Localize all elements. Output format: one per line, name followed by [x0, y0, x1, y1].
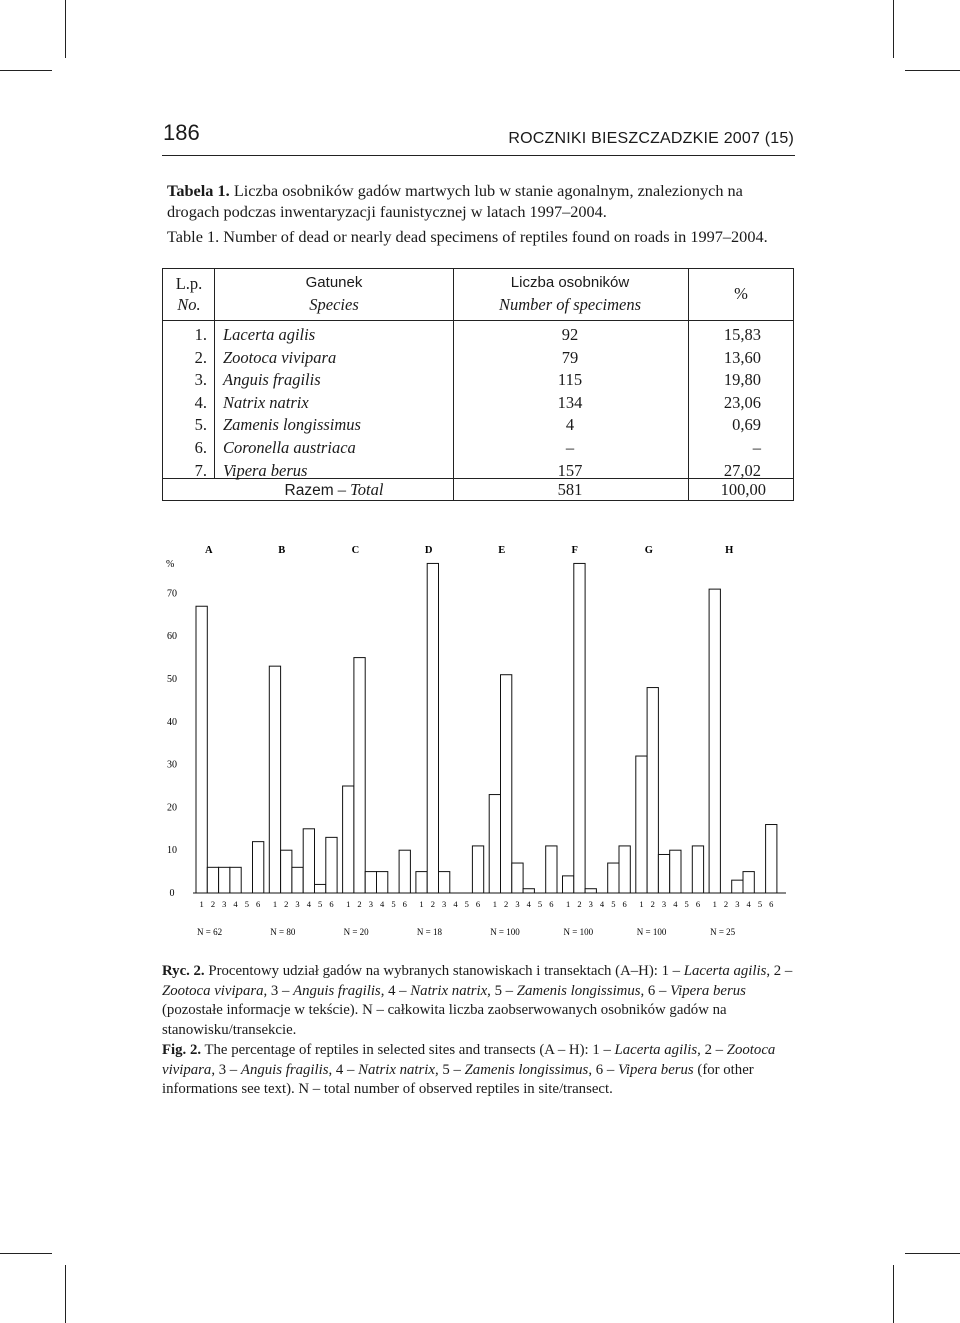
- n-label: N = 20: [343, 927, 369, 937]
- group-label: D: [424, 545, 433, 556]
- group-label: E: [498, 545, 506, 556]
- species-name: Anguis fragilis: [223, 370, 321, 390]
- x-tick-label: 5: [537, 899, 543, 909]
- group-label: C: [351, 545, 360, 556]
- bar: [574, 563, 585, 893]
- bar: [219, 867, 230, 893]
- bar: [207, 867, 218, 893]
- bar: [354, 658, 365, 893]
- bar: [692, 846, 703, 893]
- col-header-count: Liczba osobników: [510, 274, 630, 291]
- x-tick-label: 5: [391, 899, 396, 909]
- x-tick-label: 6: [695, 899, 701, 909]
- col-header-species: Gatunek: [305, 274, 363, 291]
- x-tick-label: 2: [577, 899, 582, 909]
- x-tick-label: 2: [284, 899, 289, 909]
- x-tick-label: 4: [599, 899, 605, 909]
- col-header-count-en: Number of specimens: [498, 295, 642, 314]
- specimen-pct: 19,80: [723, 370, 761, 390]
- n-label: N = 25: [710, 927, 736, 937]
- x-tick-label: 4: [453, 899, 458, 909]
- table-label-en: Table 1.: [167, 227, 220, 246]
- specimen-pct: 0,69: [732, 415, 761, 435]
- bar: [399, 850, 410, 893]
- bar: [585, 889, 596, 893]
- x-tick-label: 6: [329, 899, 334, 909]
- x-tick-label: 6: [549, 899, 554, 909]
- n-label: N = 100: [490, 927, 520, 937]
- species-name: Coronella austriaca: [223, 438, 356, 457]
- x-tick-label: 3: [295, 899, 300, 909]
- row-number: 1.: [194, 325, 207, 344]
- specimen-count: 157: [557, 460, 583, 480]
- x-tick-label: 5: [684, 899, 689, 909]
- x-tick-label: 4: [673, 899, 678, 909]
- x-tick-label: 5: [318, 899, 323, 909]
- x-tick-label: 5: [611, 899, 616, 909]
- table-label-pl: Tabela 1.: [167, 181, 230, 200]
- n-label: N = 62: [197, 927, 223, 937]
- x-tick-label: 4: [746, 899, 751, 909]
- y-tick-label: 40: [167, 716, 177, 728]
- x-tick-label: 1: [712, 899, 717, 909]
- bar: [636, 756, 647, 893]
- specimen-pct: 13,60: [723, 347, 761, 367]
- bar: [512, 863, 523, 893]
- bar: [343, 786, 354, 893]
- bar: [523, 889, 534, 893]
- n-label: N = 18: [416, 927, 442, 937]
- y-tick-label: 20: [167, 802, 177, 814]
- bar: [489, 795, 500, 893]
- bar: [472, 846, 483, 893]
- bar: [709, 589, 720, 893]
- col-header-species-en: Species: [309, 295, 359, 314]
- n-label: N = 100: [563, 927, 594, 937]
- x-tick-label: 2: [357, 899, 362, 909]
- row-number: 3.: [194, 370, 207, 390]
- bar: [303, 829, 314, 893]
- bar: [647, 688, 658, 893]
- bar: [619, 846, 630, 893]
- y-tick-label: 50: [167, 674, 177, 685]
- specimen-count: 115: [557, 370, 583, 390]
- bar: [608, 863, 619, 893]
- table-caption-pl-text: Liczba osobników gadów martwych lub w stanie agonalnym, znalezionych na drogach podczas inwentaryzacji faunistycznej w latach 1997–2004.: [167, 181, 743, 221]
- x-tick-label: 6: [402, 899, 407, 909]
- x-tick-label: 1: [272, 899, 278, 909]
- group-label: F: [571, 545, 578, 556]
- y-axis-label: %: [166, 559, 175, 570]
- x-tick-label: 3: [515, 899, 520, 909]
- crop-mark: [905, 1253, 960, 1254]
- specimen-pct: 15,83: [723, 325, 761, 344]
- species-name: Natrix natrix: [223, 392, 309, 412]
- total-pct: 100,00: [720, 480, 766, 499]
- bar: [326, 837, 337, 893]
- x-tick-label: 5: [757, 899, 763, 909]
- col-header-pct: %: [734, 284, 748, 303]
- figure-caption: [162, 962, 794, 1101]
- bar: [377, 872, 388, 893]
- x-tick-label: 2: [504, 899, 509, 909]
- x-tick-label: 1: [639, 899, 644, 909]
- x-tick-label: 2: [210, 899, 216, 909]
- x-tick-label: 1: [419, 899, 424, 909]
- species-name: Vipera berus: [223, 460, 308, 480]
- x-tick-label: 3: [222, 899, 227, 909]
- x-tick-label: 3: [588, 899, 593, 909]
- species-name: Zootoca vivipara: [223, 347, 337, 367]
- x-tick-label: 6: [475, 899, 481, 909]
- row-number: 7.: [194, 460, 207, 480]
- specimen-count: 134: [557, 392, 583, 412]
- bar: [269, 666, 280, 893]
- x-tick-label: 3: [368, 899, 373, 909]
- group-label: B: [278, 545, 286, 556]
- crop-mark: [0, 1253, 52, 1254]
- n-label: N = 80: [270, 927, 296, 937]
- group-label: H: [725, 545, 734, 556]
- running-title: ROCZNIKI BIESZCZADZKIE 2007 (15): [508, 130, 794, 147]
- x-tick-label: 5: [464, 899, 469, 909]
- x-tick-label: 6: [622, 899, 627, 909]
- n-label: N = 100: [636, 927, 667, 937]
- specimen-count: 4: [565, 415, 575, 435]
- x-tick-label: 3: [661, 899, 667, 909]
- row-number: 4.: [194, 392, 207, 412]
- x-tick-label: 3: [735, 899, 740, 909]
- bar: [281, 850, 292, 893]
- specimen-pct: 27,02: [723, 460, 761, 480]
- bar: [439, 872, 450, 893]
- bar: [365, 872, 376, 893]
- specimen-count: 79: [561, 347, 579, 367]
- bar: [658, 854, 669, 893]
- y-tick-label: 10: [167, 845, 177, 857]
- x-tick-label: 1: [492, 899, 497, 909]
- figure-caption-en: Fig. 2. The percentage of reptiles in selected sites and transects (A – H): 1 – Lacerta agilis, 2 – Zootoca vivipara, 3 – Anguis fragilis, 4 – Natrix natrix, 5 – Zamenis longissimus, 6 – Vipera berus (for other informations see text). N – total number of observed reptiles in site/transect.: [162, 1042, 776, 1097]
- total-count: 581: [557, 480, 583, 499]
- bar: [670, 850, 681, 893]
- species-name: Zamenis longissimus: [223, 415, 361, 435]
- y-tick-label: 0: [169, 888, 175, 899]
- page-number: 186: [163, 120, 200, 145]
- x-tick-label: 4: [306, 899, 311, 909]
- crop-mark: [893, 1265, 894, 1323]
- x-tick-label: 1: [566, 899, 571, 909]
- total-label: Razem – Total: [284, 480, 384, 499]
- bar: [563, 876, 574, 893]
- bar: [743, 872, 754, 893]
- y-tick-label: 30: [167, 759, 177, 771]
- group-label: A: [205, 545, 213, 556]
- bar: [292, 867, 303, 893]
- x-tick-label: 2: [723, 899, 729, 909]
- table-caption-en-text: Number of dead or nearly dead specimens of reptiles found on roads in 1997–2004.: [223, 227, 768, 246]
- species-name: Lacerta agilis: [223, 325, 316, 344]
- x-tick-label: 2: [430, 899, 435, 909]
- specimen-count: 92: [561, 325, 579, 344]
- figure-caption-pl: Ryc. 2. Procentowy udział gadów na wybranych stanowiskach i transektach (A–H): 1 – Lacerta agilis, 2 – Zootoca vivipara, 3 – Anguis fragilis, 4 – Natrix natrix, 5 – Zamenis longissimus, 6 – Vipera berus (pozostałe informacje w tekście). N – całkowita liczba zaobserwowanych osobników gadów na stanowisku/transekcie.: [162, 963, 793, 1038]
- row-number: 6.: [194, 438, 207, 457]
- group-label: G: [644, 545, 653, 556]
- bar: [732, 880, 743, 893]
- x-tick-label: 1: [346, 899, 351, 909]
- bar: [230, 867, 241, 893]
- x-tick-label: 6: [769, 899, 774, 909]
- y-tick-label: 70: [167, 588, 177, 600]
- x-tick-label: 2: [650, 899, 655, 909]
- specimen-count: –: [565, 438, 575, 457]
- bar: [427, 563, 438, 893]
- x-tick-label: 5: [244, 899, 249, 909]
- bar: [501, 675, 512, 893]
- col-header-no-en: No.: [177, 295, 201, 314]
- specimen-pct: –: [752, 438, 761, 457]
- bar: [766, 825, 777, 893]
- row-number: 2.: [194, 347, 207, 367]
- x-tick-label: 4: [380, 899, 385, 909]
- bar: [253, 842, 264, 893]
- x-tick-label: 3: [442, 899, 447, 909]
- col-header-no: L.p.: [175, 274, 203, 293]
- row-number: 5.: [194, 415, 207, 435]
- bar: [546, 846, 557, 893]
- x-tick-label: 4: [526, 899, 531, 909]
- bar: [196, 606, 207, 893]
- x-tick-label: 4: [233, 899, 238, 909]
- bar: [416, 872, 427, 893]
- x-tick-label: 1: [199, 899, 204, 909]
- x-tick-label: 6: [256, 899, 261, 909]
- bar: [315, 884, 326, 893]
- specimen-pct: 23,06: [723, 392, 761, 412]
- crop-mark: [65, 1265, 66, 1323]
- y-tick-label: 60: [167, 631, 177, 643]
